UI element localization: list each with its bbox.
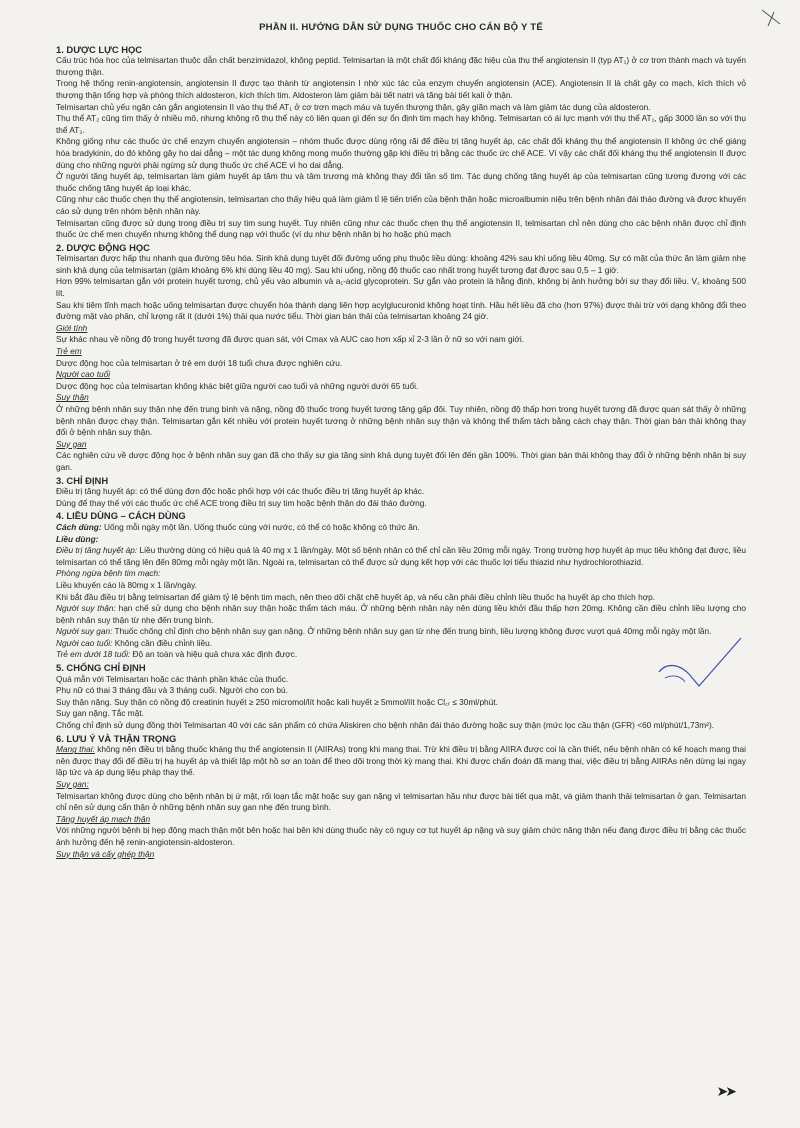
- subheading-dose: Liều dùng:: [56, 533, 99, 544]
- inline-label: Mang thai:: [56, 744, 95, 755]
- paragraph: Cấu trúc hóa học của telmisartan thuộc dẫn chất benzimidazol, không peptid. Telmisartan là một chất đối kháng đặc hiệu của thụ thể angiotensin II (typ AT₁) ở cơ trơn thành mạch và tuyến thượng thận.: [56, 55, 746, 77]
- paragraph: Telmisartan chủ yếu ngăn cản gắn angiotensin II vào thụ thể AT₁ ở cơ trơn mạch máu và tuyến thượng thận, gây giãn mạch và làm giảm tác dụng của aldosteron.: [56, 101, 651, 112]
- section-dosage: [56, 510, 746, 661]
- paragraph: Telmisartan cũng được sử dụng trong điều trị suy tim sung huyết. Tuy nhiên cũng như các thuốc chẹn thụ thể angiotensin II, telmisartan chỉ nên dùng cho các bệnh nhân được chỉ định thuốc ức chế men chuyển nhưng không thể dung nạp với thuốc (ví dụ như bệnh nhân bị ho hoặc phù mạch: [56, 217, 746, 240]
- paragraph: Ở người tăng huyết áp, telmisartan làm giảm huyết áp tâm thu và tâm trương mà không thay đổi tần số tim. Tác dụng chống tăng huyết áp của telmisartan cũng tương đương với các thuốc chống tăng huyết áp loại khác.: [56, 171, 746, 193]
- paragraph: Khi bắt đầu điều trị bằng telmisartan để giảm tỷ lệ bệnh tim mạch, nên theo dõi chặt chẽ huyết áp, và nếu cần phải điều chỉnh liều thuốc hạ huyết áp cho thích hợp.: [56, 591, 656, 602]
- paragraph: Dược động học của telmisartan ở trẻ em dưới 18 tuổi chưa được nghiên cứu.: [56, 357, 343, 368]
- subheading-renal: Suy thận: [56, 392, 89, 403]
- subheading-children: Trẻ em: [56, 346, 82, 357]
- inline-label: Người suy gan:: [56, 626, 113, 637]
- section-heading: 5. CHỐNG CHỈ ĐỊNH: [56, 662, 146, 674]
- paragraph: Trong hệ thống renin-angiotensin, angiotensin II được tạo thành từ angiotensin I nhờ xúc tác của enzym chuyển angiotensin (ACE). Angiotensin II là chất gây co mạch, kích thích vỏ thượng thận tổng hợp và phóng thích aldosteron, kích thích tim. Aldosteron làm giảm bài tiết natri và tăng bài tiết kali ở thận.: [56, 78, 746, 100]
- paragraph: [56, 626, 746, 638]
- inline-text: Độ an toàn và hiệu quả chưa xác định được.: [130, 649, 298, 660]
- paragraph: Sự khác nhau về nồng độ trong huyết tương đã được quan sát, với Cmax và AUC cao hơn xấp xỉ 2-3 lần ở nữ so với nam giới.: [56, 334, 525, 345]
- pen-stroke-mark-icon: [760, 8, 784, 28]
- double-right-arrow-icon: ➤➤: [716, 1083, 734, 1099]
- subheading-prevention: Phòng ngừa bệnh tim mạch:: [56, 568, 161, 579]
- paragraph: [56, 522, 746, 534]
- paragraph: [56, 545, 746, 568]
- section-heading: 3. CHỈ ĐỊNH: [56, 474, 109, 486]
- inline-text: hạn chế sử dụng cho bệnh nhân suy thận hoặc thẩm tách máu. Ở những bệnh nhân này nên dùng liều khởi đầu thấp hơn 20mg. Không cần điều chỉnh liều lượng cho bệnh nhân suy thận từ nhẹ đến trung bình.: [56, 603, 747, 625]
- section-heading: 4. LIỀU DÙNG – CÁCH DÙNG: [56, 510, 186, 522]
- paragraph: Suy gan nặng. Tắc mật.: [56, 708, 144, 719]
- paragraph: Với những người bệnh bị hẹp động mạch thận một bên hoặc hai bên khi dùng thuốc này có nguy cơ tụt huyết áp nặng và suy giảm chức năng thận nếu đang được điều trị bằng các thuốc ảnh hưởng đến hệ renin-angiotensin-aldosteron.: [56, 825, 746, 847]
- inline-text: không nên điều trị bằng thuốc kháng thụ thể angiotensin II (AIIRAs) trong khi mang thai. Trừ khi điều trị bằng AIIRA được coi là cần thiết, nếu bệnh nhân có kế hoạch mang thai nên được thay đổi để điều trị hạ huyết áp và thiết lập một hồ sơ an toàn để theo dõi trong thời kỳ mang thai. Khi được chẩn đoán đã mang thai, việc điều trị bằng AIIRAs nên dừng lại ngay lập tức và áp dụng liệu pháp thay thế.: [56, 744, 746, 778]
- subheading-hepatic: Suy gan: [56, 438, 87, 449]
- section-contraindications: [56, 662, 746, 732]
- paragraph: [56, 638, 746, 650]
- section-heading: 2. DƯỢC ĐỘNG HỌC: [56, 241, 150, 253]
- section-pharmacokinetics: [56, 242, 746, 474]
- subheading-renovascular: Tăng huyết áp mạch thận: [56, 813, 151, 824]
- paragraph: [56, 744, 746, 779]
- document-page: [56, 22, 746, 1112]
- section-heading: 6. LƯU Ý VÀ THẬN TRỌNG: [56, 732, 177, 744]
- paragraph: Suy thận nặng. Suy thận có nồng độ creatinin huyết ≥ 250 micromol/lít hoặc kali huyết ≥ 5mmol/lít hoặc Cl꜀ᵣ ≤ 30ml/phút.: [56, 696, 498, 707]
- paragraph: Ở những bệnh nhân suy thận nhẹ đến trung bình và nặng, nồng độ thuốc trong huyết tương tăng gấp đôi. Tuy nhiên, nồng độ thấp hơn trong huyết tương đã được quan sát thấy ở những bệnh nhân được chạy thận. Telmisartan gắn kết nhiều với protein huyết tương ở những bệnh nhân suy thận và không thể thẩm tách bằng cách chạy thận. Thời gian bán thải không thay đổi ở bệnh nhân suy thận.: [56, 404, 746, 438]
- subheading-renal-transplant: Suy thận và cấy ghép thận: [56, 848, 155, 859]
- section-pharmacodynamics: [56, 44, 746, 241]
- inline-text: Liều thường dùng có hiệu quả là 40 mg x 1 lần/ngày. Một số bệnh nhân có thể chỉ cần liều 20mg mỗi ngày. Trong trường hợp huyết áp mục tiêu không đạt được, liều telmisartan có thể tăng lên đến 80mg mỗi ngày một lần. Ngoài ra, telmisartan có thể được sử dụng kết hợp với các thuốc lợi tiểu thiazid như hydrochlorothiazid.: [56, 545, 746, 567]
- paragraph: Liều khuyến cáo là 80mg x 1 lần/ngày.: [56, 579, 197, 590]
- inline-label: Điều trị tăng huyết áp:: [56, 545, 138, 556]
- paragraph: Telmisartan không được dùng cho bệnh nhân bị ứ mật, rối loạn tắc mật hoặc suy gan nặng vì telmisartan hầu như được bài tiết qua mật, và giảm thanh thải telmisartan ở gan. Telmisartan chỉ nên sử dụng cẩn thận ở những bệnh nhân suy gan nhẹ đến trung bình.: [56, 790, 746, 813]
- subheading-hepatic: Suy gan:: [56, 779, 89, 789]
- subheading-gender: Giới tính: [56, 322, 88, 333]
- inline-label: Trẻ em dưới 18 tuổi:: [56, 649, 131, 660]
- paragraph: Cũng như các thuốc chẹn thụ thể angiotensin, telmisartan cho thấy hiệu quả làm giảm tỉ lệ tiến triển của bệnh thận hoặc microalbumin niệu trên bệnh nhân đái tháo đường và được khuyến cáo sử dụng trên nhóm bệnh nhân này.: [56, 194, 746, 216]
- inline-label: Người suy thận:: [56, 603, 116, 614]
- paragraph: Telmisartan được hấp thu nhanh qua đường tiêu hóa. Sinh khả dụng tuyệt đối đường uống phụ thuộc liều dùng: khoảng 42% sau khi uống liều 40mg. Sự có mặt của thức ăn làm giảm nhẹ sinh khả dụng của telmisartan (giảm khoảng 6% khi dùng liều 40 mg). Sau khi uống, nồng độ thuốc cao nhất trong huyết tương đạt được sau 0,5 – 1 giờ.: [56, 253, 746, 275]
- section-indications: [56, 475, 746, 510]
- paragraph: Sau khi tiêm tĩnh mạch hoặc uống telmisartan được chuyển hóa thành dạng liên hợp acylglucuronid không hoạt tính. Hầu hết liều đã cho (hơn 97%) được thải trừ với dạng không đổi theo đường mật vào phân, chỉ lượng rất ít (dưới 1%) thải qua nước tiểu. Thời gian bán thải của telmisartan khoảng 24 giờ.: [56, 299, 746, 322]
- paragraph: Quá mẫn với Telmisartan hoặc các thành phần khác của thuốc.: [56, 673, 289, 684]
- section-precautions: [56, 733, 746, 861]
- paragraph: Điều trị tăng huyết áp: có thể dùng đơn độc hoặc phối hợp với các thuốc điều trị tăng huyết áp khác.: [56, 486, 425, 497]
- inline-text: Thuốc chống chỉ định cho bệnh nhân suy gan nặng. Ở những bệnh nhân suy gan từ nhẹ đến trung bình, liều lượng không được vượt quá 40mg mỗi ngày một lần.: [112, 626, 712, 637]
- subheading-elderly: Người cao tuổi: [56, 369, 111, 380]
- paragraph: [56, 649, 746, 661]
- paragraph: Chống chỉ định sử dụng đồng thời Telmisartan 40 với các sản phẩm có chứa Aliskiren cho bệnh nhân đái tháo đường hoặc suy thận (mức lọc cầu thận (GFR) <60 ml/phút/1,73m²).: [56, 720, 715, 731]
- inline-text: Uống mỗi ngày một lần. Uống thuốc cùng với nước, có thể có hoặc không có thức ăn.: [101, 521, 420, 532]
- section-heading: 1. DƯỢC LỰC HỌC: [56, 43, 143, 55]
- inline-label: Người cao tuổi:: [56, 637, 113, 648]
- page-title: PHẦN II. HƯỚNG DẪN SỬ DỤNG THUỐC CHO CÁN BỘ Y TẾ: [259, 22, 543, 33]
- paragraph: Các nghiên cứu về dược động học ở bệnh nhân suy gan đã cho thấy sự gia tăng sinh khả dụng tuyệt đối lên đến gần 100%. Thời gian bán thải không thay đổi ở những bệnh nhân bị suy gan.: [56, 450, 746, 472]
- paragraph: Phụ nữ có thai 3 tháng đầu và 3 tháng cuối. Người cho con bú.: [56, 685, 288, 696]
- paragraph: Dùng để thay thế với các thuốc ức chế ACE trong điều trị suy tim hoặc bệnh thận do đái tháo đường.: [56, 497, 427, 508]
- inline-label: Cách dùng:: [56, 521, 102, 532]
- inline-text: Không cần điều chỉnh liều.: [112, 637, 213, 648]
- paragraph: Không giống như các thuốc ức chế enzym chuyển angiotensin – nhóm thuốc được dùng rộng rãi để điều trị tăng huyết áp, các chất đối kháng thụ thể angiotensin II không ức chế giáng hóa bradykinin, do đó không gây ho dai dẳng – một tác dụng không mong muốn thường gặp khi điều trị bằng các thuốc ức chế ACE. Vì vậy các chất đối kháng thụ thể angiotensin II được dùng cho những người phải ngừng sử dụng thuốc ức chế ACE vì ho dai dẳng.: [56, 136, 746, 170]
- paragraph: Dược động học của telmisartan không khác biệt giữa người cao tuổi và những người dưới 65 tuổi.: [56, 380, 419, 391]
- paragraph: Thụ thể AT₂ cũng tìm thấy ở nhiều mô, nhưng không rõ thụ thể này có liên quan gì đến sự ổn định tim mạch hay không. Telmisartan có ái lực mạnh với thụ thể AT₁, gấp 3000 lần so với thụ thể AT₂.: [56, 113, 746, 135]
- paragraph: [56, 603, 746, 626]
- paragraph: Hơn 99% telmisartan gắn với protein huyết tương, chủ yếu vào albumin và a₁-acid glycoprotein. Sự gắn vào protein là hằng định, không bị ảnh hưởng bởi sự thay đổi liều. V꜀ khoảng 500 lít.: [56, 276, 746, 299]
